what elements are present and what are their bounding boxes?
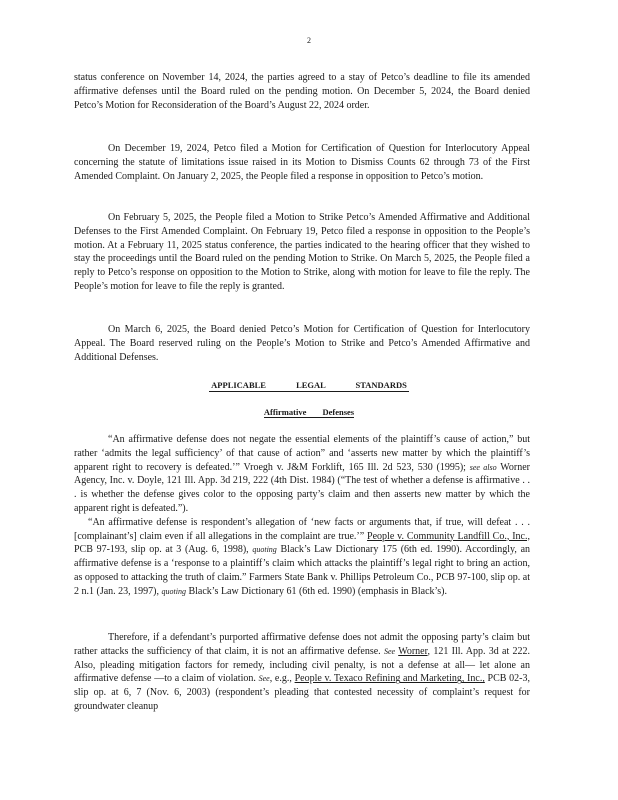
case-name-worner: Worner — [398, 645, 428, 657]
paragraph-therefore — [74, 631, 530, 714]
section-heading-applicable-legal-standards — [0, 380, 618, 390]
paragraph-affirmative-defense-definition — [74, 433, 530, 599]
text-run: Black’s Law Dictionary 175 (6th ed. 1990). Accordingly, an affirmative defense is a ‘response to a plaintiff’s claim which attacks the plaintiff’s legal right to bring an action, as opposed to attacking the truth of claim.” Farmers State Bank v. Phillips Petroleum Co., PCB 97-100, slip op. at 2 n.1 (Jan. 23, 1997), — [74, 544, 531, 597]
text-run: “An affirmative defense is respondent’s allegation of ‘new facts or arguments that, if true, will defeat . . . [complainant’s] claim even if all allegations in the complaint are true.’” — [74, 516, 530, 542]
case-name-community-landfill: People v. Community Landfill Co., Inc., — [367, 530, 530, 542]
citation-signal: quoting — [252, 545, 277, 555]
subsection-heading-affirmative-defenses — [0, 407, 618, 417]
text-run: Black’s Law Dictionary 61 (6th ed. 1990) (emphasis in Black’s). — [188, 585, 448, 597]
citation-signal: quoting — [161, 586, 186, 596]
text-run: Therefore, if a defendant’s purported affirmative defense does not admit the opposing party’s claim but rather attacks the sufficiency of that claim, it is not an affirmative defense. — [74, 632, 530, 657]
paragraph-text: On February 5, 2025, the People filed a Motion to Strike Petco’s Amended Affirmative and Additional Defenses to the First Amended Complaint. On February 19, Petco filed a response in opposition to the People’s motion. At a February 11, 2025 status conference, the parties indicated to the hearing officer that they wished to stay the proceedings until the Board ruled on the pending Motion to Strike. On March 5, 2025, the People filed a reply to Petco’s response on opposition to the Motion to Strike, along with motion for leave to file the reply. The People’s motion for leave to file the reply is granted. — [74, 212, 530, 292]
text-run: Worner Agency, Inc. v. Doyle, 121 Ill. App. 3d 219, 222 (4th Dist. 1984) (“The test of whether a defense is affirmative . . . is whether the defense gives color to the opposing party’s claim and then asserts new matter by which the apparent right is defeated.”). — [74, 461, 530, 514]
paragraph-board-denial — [74, 323, 530, 364]
citation-signal: see also — [469, 462, 497, 472]
text-run: PCB 97-193, slip op. at 3 (Aug. 6, 1998), — [74, 544, 249, 556]
case-name-texaco: People v. Texaco Refining and Marketing, Inc., — [294, 673, 485, 685]
paragraph-motion-certification — [74, 142, 530, 183]
paragraph-motion-to-strike — [74, 211, 530, 294]
text-run: “An affirmative defense does not negate the essential elements of the plaintiff’s cause of action,” but rather ‘admits the legal sufficiency’ of that cause of action” and ‘asserts new matter by which the plaintiff’s apparent right to recovery is defeated.’” Vroegh v. J&M Forklift, 165 Ill. 2d 523, 530 (1995); — [74, 434, 530, 473]
heading-text: Affirmative Defenses — [263, 407, 355, 417]
paragraph-text: On December 19, 2024, Petco filed a Motion for Certification of Question for Interlocutory Appeal concerning the statute of limitations issue raised in its Motion to Dismiss Counts 62 through 73 of the First Amended Complaint. On January 2, 2025, the People filed a response in opposition to Petco’s motion. — [74, 143, 530, 182]
text-run: , e.g., — [269, 673, 292, 685]
text-run: , 121 Ill. App. 3d at 222. Also, pleading mitigation factors for remedy, including civil penalty, is not a defense at all— let alone an affirmative defense —to a claim of violation. — [74, 645, 531, 685]
page-number: 2 — [307, 36, 311, 45]
heading-text: APPLICABLE LEGAL STANDARDS — [211, 380, 407, 390]
citation-signal: See — [383, 646, 396, 656]
paragraph-text: On March 6, 2025, the Board denied Petco’s Motion for Certification of Question for Interlocutory Appeal. The Board reserved ruling on the People’s Motion to Strike and Petco’s Amended Affirmative and Additional Defenses. — [74, 324, 530, 363]
paragraph-status-conference: status conference on November 14, 2024, the parties agreed to a stay of Petco’s deadline to file its amended affirmative defenses until the Board ruled on the pending motion. On December 5, 2024, the Board denied Petco’s Motion for Reconsideration of the Board’s August 22, 2024 order. — [74, 72, 530, 111]
citation-signal: See — [258, 674, 270, 684]
text-run: PCB 02-3, slip op. at 6, 7 (Nov. 6, 2003) (respondent’s pleading that contested necessity of complaint’s request for groundwater cleanup — [74, 673, 530, 712]
